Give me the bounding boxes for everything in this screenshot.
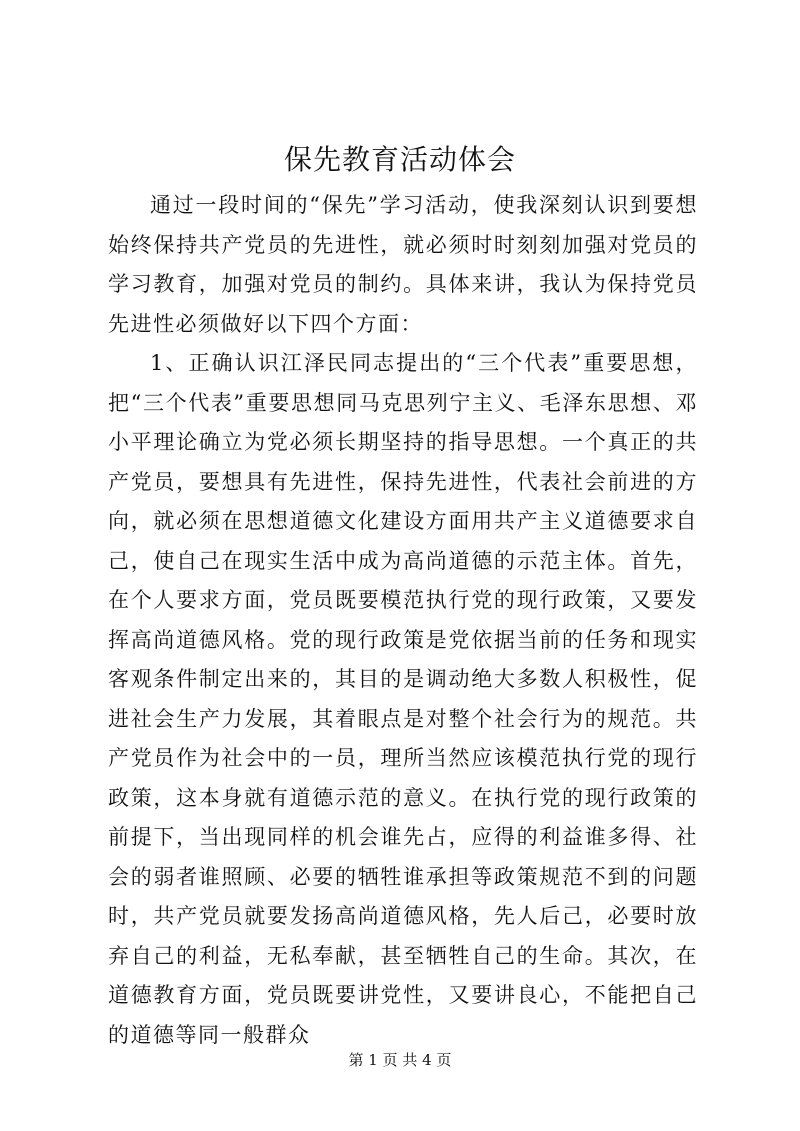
paragraph-point-1: 1、正确认识江泽民同志提出的“三个代表”重要思想，把“三个代表”重要思想同马克思列宁主义、毛泽东思想、邓小平理论确立为党必须长期坚持的指导思想。一个真正的共产党员，要想具有先进性，保持先进性，代表社会前进的方向，就必须在思想道德文化建设方面用共产主义道德要求自己，使自己在现实生活中成为高尚道德的示范主体。首先，在个人要求方面，党员既要模范执行党的现行政策，又要发挥高尚道德风格。党的现行政策是党依据当前的任务和现实客观条件制定出来的，其目的是调动绝大多数人积极性，促进社会生产力发展，其着眼点是对整个社会行为的规范。共产党员作为社会中的一员，理所当然应该模范执行党的现行政策，这本身就有道德示范的意义。在执行党的现行政策的前提下，当出现同样的机会谁先占，应得的利益谁多得、社会的弱者谁照顾、必要的牺牲谁承担等政策规范不到的问题时，共产党员就要发扬高尚道德风格，先人后己，必要时放弃自己的利益，无私奉献，甚至牺牲自己的生命。其次，在道德教育方面，党员既要讲党性，又要讲良心，不能把自己的道德等同一般群众 — [108, 351, 698, 1047]
page-footer: 第 1 页 共 4 页 — [348, 1051, 452, 1069]
document-title: 保先教育活动体会 — [283, 143, 516, 176]
document-body — [108, 186, 698, 1055]
paragraph-intro: 通过一段时间的“保先”学习活动，使我深刻认识到要想始终保持共产党员的先进性，就必须时时刻刻加强对党员的学习教育，加强对党员的制约。具体来讲，我认为保持党员先进性必须做好以下四个方面： — [108, 193, 698, 336]
